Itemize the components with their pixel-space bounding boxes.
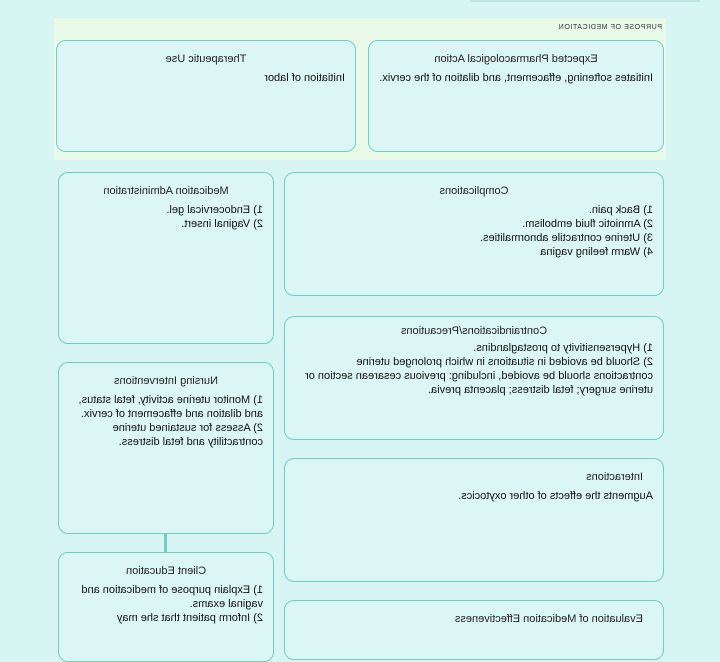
therapeutic-use-body: Initiation of labor bbox=[264, 72, 345, 84]
contraindications-title: Contraindications/Precautions bbox=[400, 325, 548, 337]
contraindications-body: 1) Hypersensitivity to prostaglandins. 2) Should be avoided in situations in which prolonged uterine contractions should be avoided, including: previous cesarean section or uterine surgery; fetal distress; placenta previa. bbox=[305, 342, 653, 396]
therapeutic-use-card bbox=[56, 40, 356, 152]
complications-body: 1) Back pain. 2) Amniotic fluid embolism. 3) Uterine contractile abnormalities. 4) Warm feeling vagina bbox=[479, 204, 653, 258]
header-rule bbox=[470, 0, 700, 2]
pharmacological-action-card bbox=[368, 40, 664, 152]
administration-title: Medication Administration bbox=[103, 185, 229, 197]
therapeutic-use-title: Therapeutic Use bbox=[165, 53, 247, 65]
interactions-title: Interactions bbox=[586, 471, 643, 483]
interactions-body: Augments the effects of other oxytocics. bbox=[458, 490, 653, 502]
client-education-title: Client Education bbox=[125, 565, 207, 577]
purpose-section-title: PURPOSE OF MEDICATION bbox=[558, 24, 662, 31]
nursing-interventions-card bbox=[58, 362, 274, 534]
interactions-card bbox=[284, 458, 664, 582]
administration-body: 1) Endocervical gel. 2) Vaginal insert. bbox=[166, 204, 263, 230]
client-education-body: 1) Explain purpose of medication and vaginal exams. 2) Inform patient that she may bbox=[81, 584, 263, 624]
pharmacological-action-body: Initiates softening, effacement, and dilation of the cervix. bbox=[379, 72, 653, 84]
administration-card bbox=[58, 172, 274, 344]
evaluation-title: Evaluation of Medication Effectiveness bbox=[454, 613, 643, 625]
evaluation-card bbox=[284, 600, 664, 660]
complications-title: Complications bbox=[439, 185, 509, 197]
nursing-interventions-title: Nursing Interventions bbox=[114, 375, 218, 387]
nursing-interventions-body: 1) Monitor uterine activity, fetal status, and dilation and effacement of cervix. 2) Assess for sustained uterine contractility and fetal distress. bbox=[78, 394, 263, 448]
contraindications-card bbox=[284, 316, 664, 440]
pharmacological-action-title: Expected Pharmacological Action bbox=[434, 53, 598, 65]
connector-line bbox=[164, 534, 167, 554]
client-education-card bbox=[58, 552, 274, 662]
complications-card bbox=[284, 172, 664, 296]
